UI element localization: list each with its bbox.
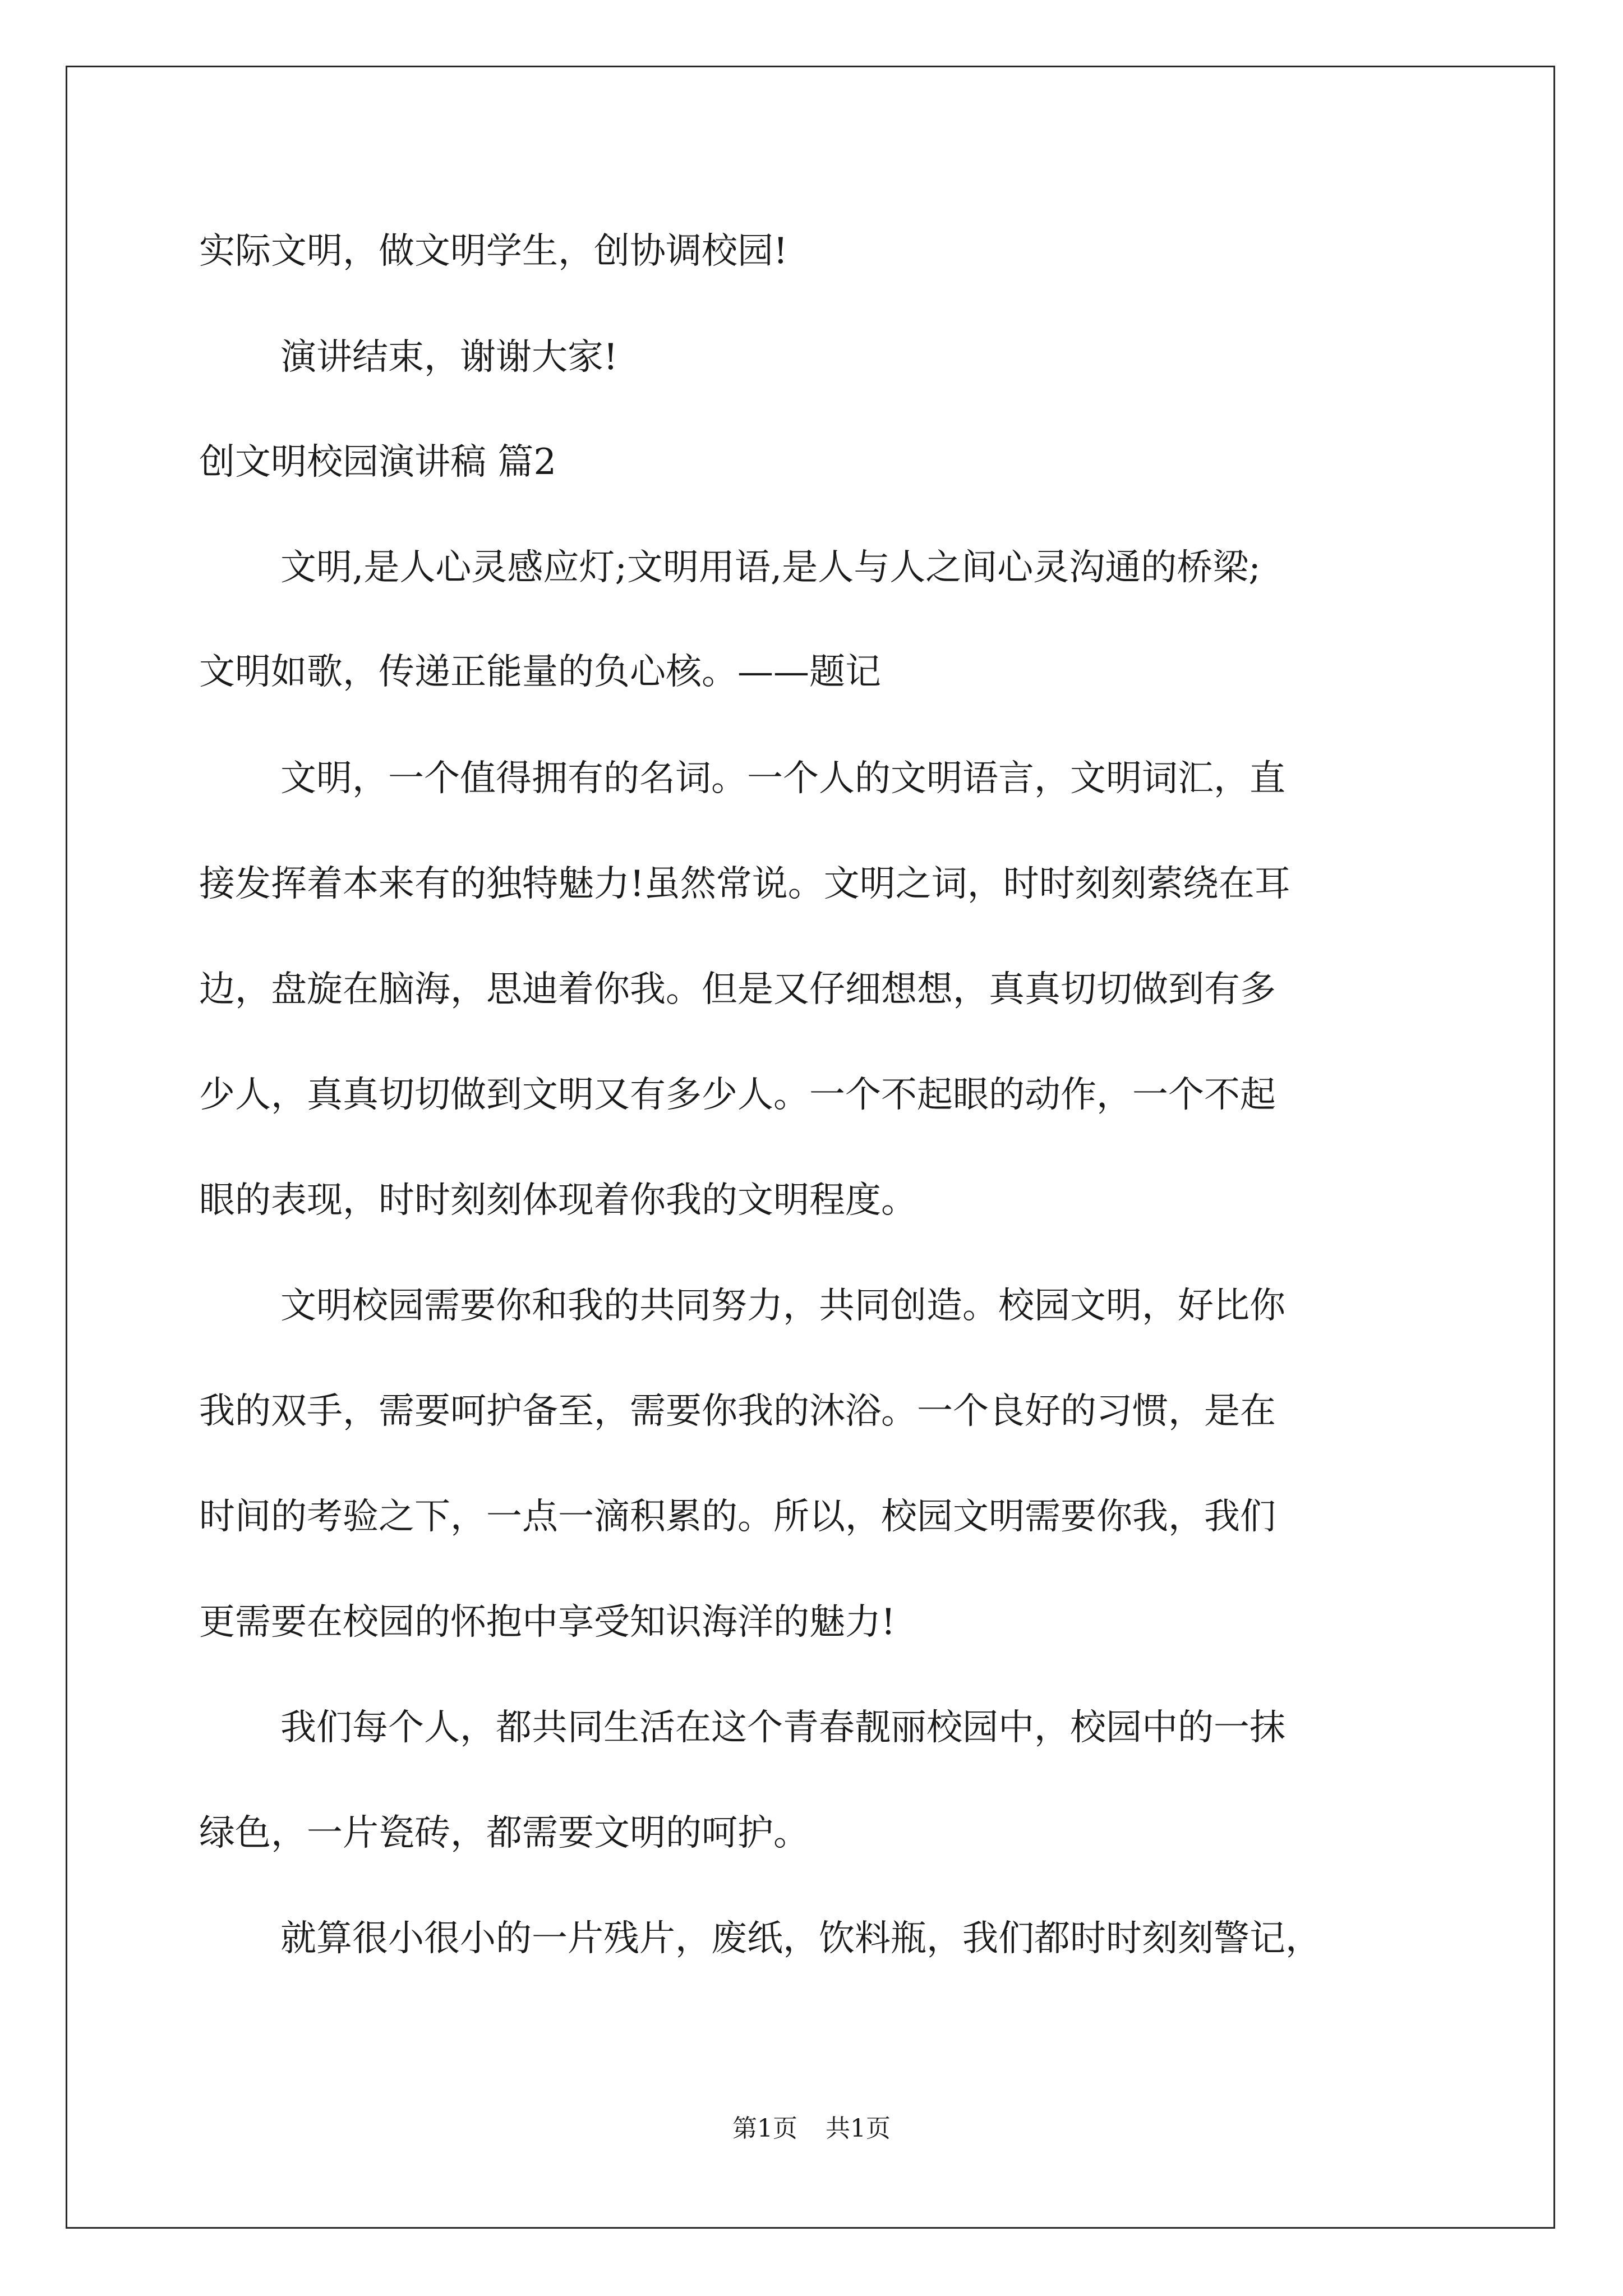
page-total: 共1页: [826, 2114, 891, 2143]
text-line: 时间的考验之下，一点一滴积累的。所以，校园文明需要你我，我们: [199, 1496, 1276, 1538]
text-line: 实际文明，做文明学生，创协调校园!: [199, 231, 788, 272]
text-line: 文明,是人心灵感应灯;文明用语,是人与人之间心灵沟通的桥梁;: [280, 547, 1261, 588]
page-border: [66, 66, 1555, 2229]
text-line: 少人，真真切切做到文明又有多少人。一个不起眼的动作，一个不起: [199, 1074, 1276, 1116]
text-line: 绿色，一片瓷砖，都需要文明的呵护。: [199, 1812, 809, 1854]
text-line: 就算很小很小的一片残片，废纸，饮料瓶，我们都时时刻刻警记，: [280, 1918, 1321, 1959]
section-heading: 创文明校园演讲稿 篇2: [199, 441, 557, 483]
text-line: 更需要在校园的怀抱中享受知识海洋的魅力!: [199, 1602, 896, 1643]
text-line: 接发挥着本来有的独特魅力!虽然常说。文明之词，时时刻刻萦绕在耳: [199, 863, 1290, 905]
text-line: 文明，一个值得拥有的名词。一个人的文明语言，文明词汇，直: [280, 758, 1285, 799]
text-line: 文明如歌，传递正能量的负心核。——题记: [199, 651, 881, 693]
text-line: 演讲结束，谢谢大家!: [280, 337, 618, 378]
text-line: 我的双手，需要呵护备至，需要你我的沐浴。一个良好的习惯，是在: [199, 1391, 1276, 1432]
page-number: 第1页: [732, 2114, 797, 2143]
text-line: 眼的表现，时时刻刻体现着你我的文明程度。: [199, 1180, 917, 1221]
page-footer: [0, 2113, 1623, 2145]
text-line: 文明校园需要你和我的共同努力，共同创造。校园文明，好比你: [280, 1285, 1285, 1327]
text-line: 我们每个人，都共同生活在这个青春靓丽校园中，校园中的一抹: [280, 1707, 1285, 1749]
text-line: 边，盘旋在脑海，思迪着你我。但是又仔细想想，真真切切做到有多: [199, 969, 1276, 1010]
